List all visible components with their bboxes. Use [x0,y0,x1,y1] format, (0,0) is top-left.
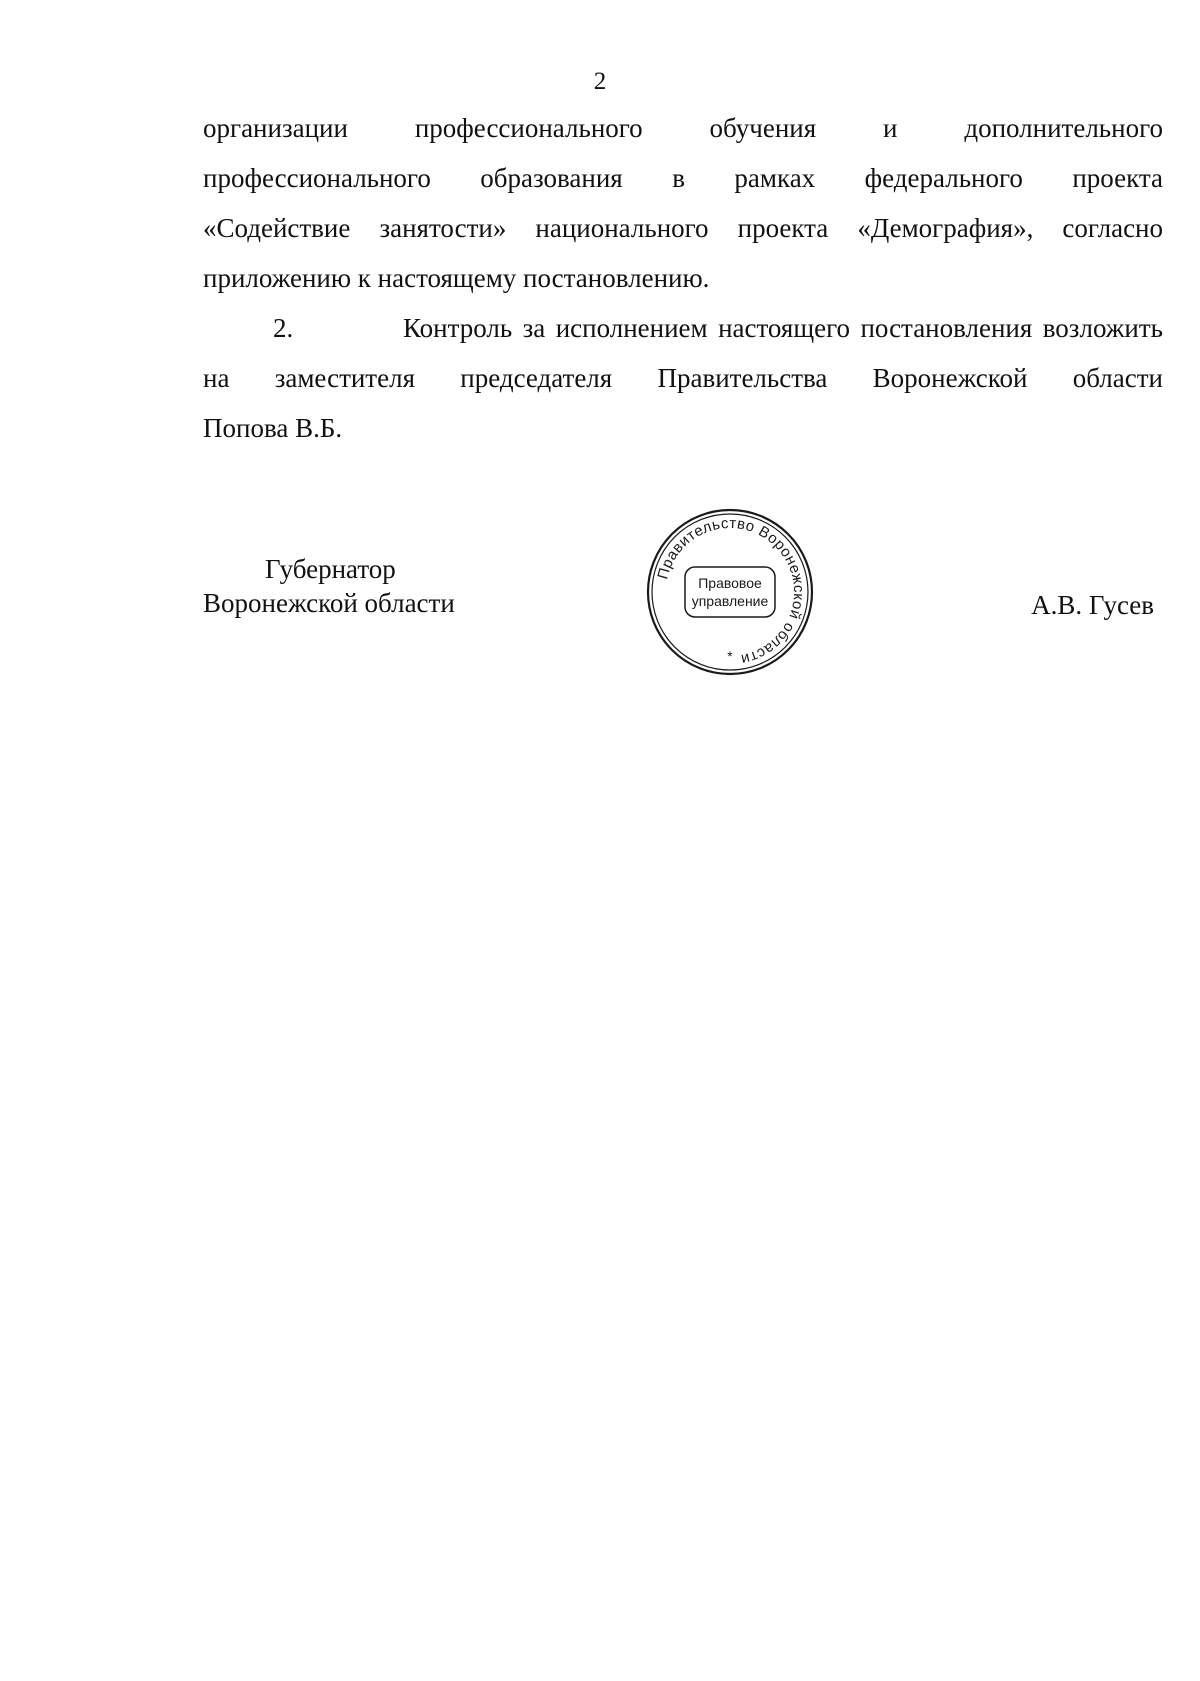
seal-inner-ring [652,514,808,670]
word: и [883,113,898,143]
signatory-name: А.В. Гусев [1031,590,1154,620]
word: образования [480,163,623,193]
word: рамках [734,163,816,193]
official-seal [645,507,815,677]
seal-star: * [727,648,733,664]
word: Воронежской [872,363,1028,393]
word: федерального [864,163,1023,193]
word: председателя [460,363,613,393]
seal-center-line-1: Правовое [698,575,762,591]
text-line-7: Попова В.Б. [203,413,343,443]
word: профессионального [203,163,431,193]
signatory-title [203,552,455,620]
word: дополнительного [964,113,1163,143]
word: Контроль [403,313,513,343]
word: согласно [1062,213,1163,243]
text-line-1 [203,103,1163,153]
text-line-6 [203,353,1163,403]
word: постановления [860,313,1033,343]
word: на [203,363,230,393]
word: настоящего [718,313,851,343]
word: «Содействие [203,213,351,243]
word: национального [535,213,709,243]
text-line-5 [203,303,1163,353]
word: занятости» [379,213,507,243]
signatory-title-line-2: Воронежской области [203,588,455,618]
word: за [522,313,546,343]
word: Правительства [657,363,828,393]
word: в [672,163,685,193]
word: проекта [1072,163,1163,193]
text-line-2 [203,153,1163,203]
item-text [348,303,1163,353]
word: области [1072,363,1163,393]
word: обучения [709,113,817,143]
signatory-title-line-1: Губернатор [265,554,396,584]
word: организации [203,113,348,143]
text-line-3 [203,203,1163,253]
page-number: 2 [593,68,607,95]
word: возложить [1042,313,1163,343]
word: «Демография», [857,213,1034,243]
text-line-4: приложению к настоящему постановлению. [203,263,710,293]
word: заместителя [274,363,415,393]
seal-ring-text: Правительство Воронежской области [654,514,808,669]
word: проекта [737,213,829,243]
document-body [203,103,1163,453]
seal-center-line-2: управление [691,593,769,609]
word: исполнением [555,313,708,343]
item-number: 2. [273,313,294,343]
word: профессионального [414,113,643,143]
